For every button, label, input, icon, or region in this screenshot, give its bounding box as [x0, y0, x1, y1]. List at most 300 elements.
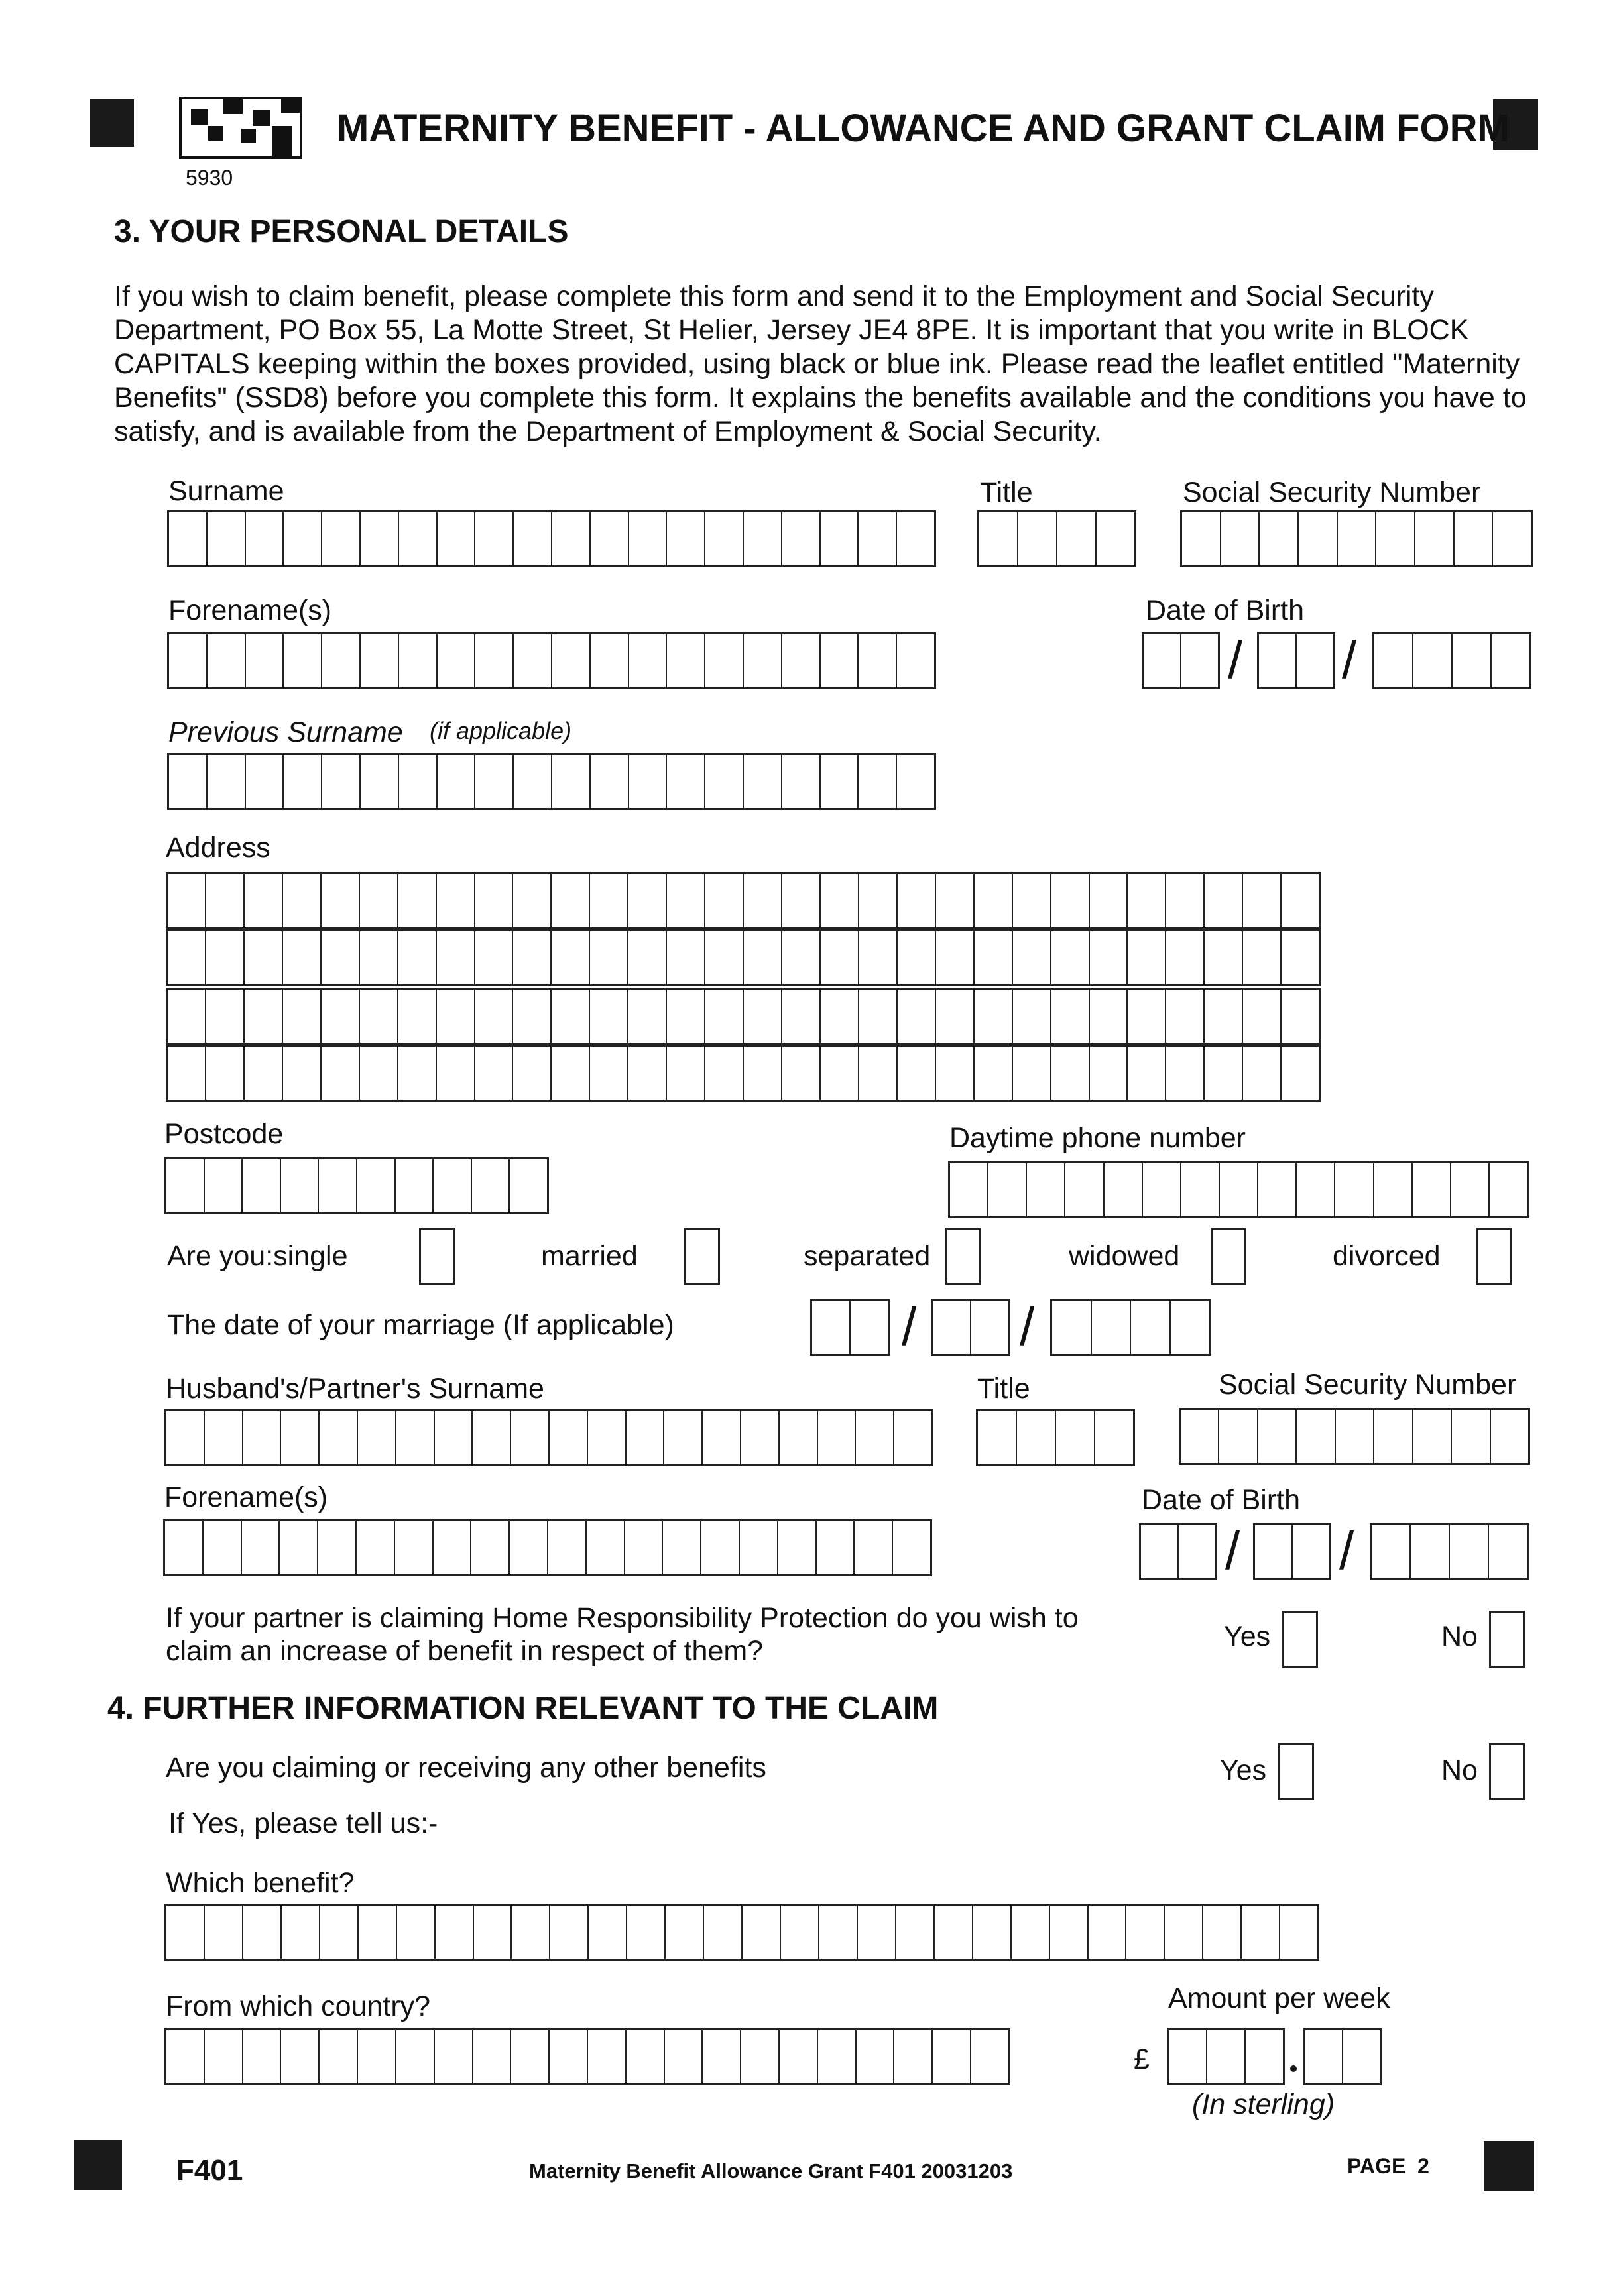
character-cell[interactable]	[1282, 1047, 1319, 1100]
character-cell[interactable]	[322, 755, 361, 808]
character-cell[interactable]	[1243, 931, 1282, 984]
character-cell[interactable]	[978, 1411, 1017, 1464]
character-cell[interactable]	[782, 931, 821, 984]
character-cell[interactable]	[1258, 1410, 1297, 1463]
character-cell[interactable]	[1491, 1410, 1528, 1463]
character-cell[interactable]	[740, 1521, 778, 1574]
character-cell[interactable]	[514, 755, 552, 808]
character-cell[interactable]	[1203, 1906, 1242, 1959]
character-cell[interactable]	[1492, 634, 1529, 687]
character-cell[interactable]	[705, 634, 744, 687]
character-cell[interactable]	[821, 1047, 859, 1100]
character-cell[interactable]	[1166, 931, 1205, 984]
character-cell[interactable]	[1179, 1525, 1215, 1578]
character-cell[interactable]	[818, 1411, 857, 1464]
character-cell[interactable]	[627, 1411, 665, 1464]
character-cell[interactable]	[1453, 634, 1492, 687]
character-cell[interactable]	[169, 755, 208, 808]
character-cell[interactable]	[513, 1047, 552, 1100]
divorced-checkbox[interactable]	[1476, 1228, 1512, 1285]
other-benefits-no-checkbox[interactable]	[1489, 1743, 1525, 1800]
character-cell[interactable]	[208, 755, 246, 808]
partner-dob-year-field[interactable]	[1370, 1523, 1529, 1580]
character-cell[interactable]	[1452, 1410, 1490, 1463]
character-cell[interactable]	[935, 1906, 973, 1959]
character-cell[interactable]	[166, 2030, 205, 2083]
character-cell[interactable]	[1299, 512, 1338, 565]
character-cell[interactable]	[1012, 1906, 1050, 1959]
character-cell[interactable]	[703, 2030, 741, 2083]
postcode-field[interactable]	[164, 1157, 549, 1214]
dob-year-field[interactable]	[1372, 632, 1531, 689]
character-cell[interactable]	[933, 1301, 971, 1354]
character-cell[interactable]	[744, 1047, 782, 1100]
character-cell[interactable]	[475, 931, 514, 984]
partner-surname-field[interactable]	[164, 1409, 933, 1466]
character-cell[interactable]	[206, 874, 245, 927]
character-cell[interactable]	[1128, 1047, 1166, 1100]
character-cell[interactable]	[857, 2030, 895, 2083]
character-cell[interactable]	[1052, 1301, 1092, 1354]
character-cell[interactable]	[246, 755, 284, 808]
character-cell[interactable]	[205, 2030, 243, 2083]
character-cell[interactable]	[778, 1521, 817, 1574]
character-cell[interactable]	[398, 1047, 437, 1100]
character-cell[interactable]	[780, 2030, 818, 2083]
character-cell[interactable]	[859, 634, 897, 687]
amount-pence-field[interactable]	[1303, 2028, 1382, 2085]
character-cell[interactable]	[1169, 2030, 1207, 2083]
character-cell[interactable]	[243, 1411, 282, 1464]
character-cell[interactable]	[1182, 512, 1221, 565]
character-cell[interactable]	[819, 1906, 858, 1959]
character-cell[interactable]	[1095, 1411, 1133, 1464]
character-cell[interactable]	[590, 990, 628, 1043]
character-cell[interactable]	[591, 512, 629, 565]
surname-field[interactable]	[167, 510, 936, 567]
character-cell[interactable]	[1144, 634, 1181, 687]
character-cell[interactable]	[1374, 1410, 1413, 1463]
character-cell[interactable]	[322, 512, 361, 565]
character-cell[interactable]	[705, 931, 744, 984]
character-cell[interactable]	[206, 990, 245, 1043]
character-cell[interactable]	[705, 874, 744, 927]
character-cell[interactable]	[284, 512, 322, 565]
character-cell[interactable]	[475, 1047, 514, 1100]
character-cell[interactable]	[1017, 1411, 1056, 1464]
character-cell[interactable]	[781, 1906, 819, 1959]
character-cell[interactable]	[898, 874, 936, 927]
character-cell[interactable]	[435, 1411, 473, 1464]
character-cell[interactable]	[319, 1159, 357, 1212]
character-cell[interactable]	[243, 1906, 282, 1959]
character-cell[interactable]	[705, 755, 744, 808]
character-cell[interactable]	[320, 2030, 358, 2083]
character-cell[interactable]	[936, 990, 975, 1043]
character-cell[interactable]	[1493, 512, 1531, 565]
character-cell[interactable]	[208, 634, 246, 687]
character-cell[interactable]	[629, 755, 668, 808]
character-cell[interactable]	[552, 755, 591, 808]
marriage-day-field[interactable]	[810, 1299, 890, 1356]
character-cell[interactable]	[1128, 931, 1166, 984]
character-cell[interactable]	[667, 1047, 705, 1100]
character-cell[interactable]	[322, 931, 360, 984]
character-cell[interactable]	[1455, 512, 1494, 565]
character-cell[interactable]	[741, 2030, 780, 2083]
amount-pounds-field[interactable]	[1167, 2028, 1285, 2085]
character-cell[interactable]	[1181, 1410, 1219, 1463]
dob-month-field[interactable]	[1257, 632, 1335, 689]
character-cell[interactable]	[1335, 1163, 1374, 1216]
character-cell[interactable]	[1490, 1163, 1527, 1216]
character-cell[interactable]	[898, 931, 936, 984]
character-cell[interactable]	[1050, 1906, 1089, 1959]
character-cell[interactable]	[552, 874, 590, 927]
previous-surname-field[interactable]	[167, 753, 936, 810]
character-cell[interactable]	[782, 874, 821, 927]
character-cell[interactable]	[589, 1906, 627, 1959]
character-cell[interactable]	[780, 1411, 818, 1464]
character-cell[interactable]	[588, 1411, 627, 1464]
character-cell[interactable]	[898, 1047, 936, 1100]
character-cell[interactable]	[1413, 634, 1453, 687]
character-cell[interactable]	[357, 1521, 395, 1574]
character-cell[interactable]	[357, 1159, 396, 1212]
character-cell[interactable]	[1051, 874, 1090, 927]
character-cell[interactable]	[744, 990, 782, 1043]
character-cell[interactable]	[245, 931, 283, 984]
character-cell[interactable]	[206, 931, 245, 984]
character-cell[interactable]	[358, 2030, 396, 2083]
character-cell[interactable]	[821, 634, 859, 687]
character-cell[interactable]	[705, 990, 744, 1043]
character-cell[interactable]	[667, 874, 705, 927]
character-cell[interactable]	[894, 1411, 931, 1464]
character-cell[interactable]	[893, 1521, 930, 1574]
character-cell[interactable]	[320, 1411, 358, 1464]
address-line-1-field[interactable]	[166, 872, 1321, 929]
character-cell[interactable]	[246, 634, 284, 687]
character-cell[interactable]	[166, 1906, 205, 1959]
character-cell[interactable]	[627, 1906, 666, 1959]
character-cell[interactable]	[1259, 634, 1297, 687]
character-cell[interactable]	[552, 990, 590, 1043]
character-cell[interactable]	[1305, 2030, 1343, 2083]
character-cell[interactable]	[1242, 1906, 1280, 1959]
character-cell[interactable]	[896, 1906, 935, 1959]
character-cell[interactable]	[360, 874, 398, 927]
character-cell[interactable]	[281, 1159, 320, 1212]
character-cell[interactable]	[859, 1047, 898, 1100]
character-cell[interactable]	[168, 931, 206, 984]
character-cell[interactable]	[667, 931, 705, 984]
character-cell[interactable]	[552, 634, 591, 687]
character-cell[interactable]	[933, 2030, 971, 2083]
character-cell[interactable]	[471, 1521, 510, 1574]
character-cell[interactable]	[782, 1047, 821, 1100]
character-cell[interactable]	[975, 990, 1013, 1043]
character-cell[interactable]	[281, 2030, 320, 2083]
character-cell[interactable]	[1293, 1525, 1329, 1578]
character-cell[interactable]	[283, 931, 322, 984]
character-cell[interactable]	[318, 1521, 357, 1574]
character-cell[interactable]	[434, 1521, 472, 1574]
character-cell[interactable]	[280, 1521, 318, 1574]
character-cell[interactable]	[550, 2030, 588, 2083]
character-cell[interactable]	[510, 1159, 547, 1212]
character-cell[interactable]	[322, 634, 361, 687]
character-cell[interactable]	[744, 874, 782, 927]
character-cell[interactable]	[667, 755, 705, 808]
character-cell[interactable]	[438, 755, 476, 808]
character-cell[interactable]	[166, 1159, 205, 1212]
character-cell[interactable]	[1413, 1163, 1451, 1216]
character-cell[interactable]	[206, 1047, 245, 1100]
character-cell[interactable]	[1374, 634, 1413, 687]
marriage-month-field[interactable]	[931, 1299, 1010, 1356]
character-cell[interactable]	[818, 2030, 857, 2083]
character-cell[interactable]	[1282, 931, 1319, 984]
character-cell[interactable]	[399, 755, 438, 808]
forenames-field[interactable]	[167, 632, 936, 689]
widowed-checkbox[interactable]	[1211, 1228, 1246, 1285]
character-cell[interactable]	[358, 1411, 396, 1464]
hrp-no-checkbox[interactable]	[1489, 1611, 1525, 1668]
character-cell[interactable]	[743, 1906, 781, 1959]
character-cell[interactable]	[283, 1047, 322, 1100]
character-cell[interactable]	[514, 634, 552, 687]
character-cell[interactable]	[1205, 874, 1243, 927]
character-cell[interactable]	[473, 2030, 512, 2083]
character-cell[interactable]	[397, 1906, 436, 1959]
character-cell[interactable]	[396, 2030, 435, 2083]
character-cell[interactable]	[1246, 2030, 1283, 2083]
character-cell[interactable]	[1243, 1047, 1282, 1100]
hrp-yes-checkbox[interactable]	[1282, 1611, 1318, 1668]
character-cell[interactable]	[1141, 1525, 1179, 1578]
partner-dob-month-field[interactable]	[1253, 1523, 1331, 1580]
character-cell[interactable]	[897, 512, 934, 565]
character-cell[interactable]	[859, 931, 898, 984]
character-cell[interactable]	[1411, 1525, 1450, 1578]
character-cell[interactable]	[282, 1906, 320, 1959]
character-cell[interactable]	[437, 990, 475, 1043]
character-cell[interactable]	[897, 755, 934, 808]
character-cell[interactable]	[472, 1159, 510, 1212]
character-cell[interactable]	[437, 1047, 475, 1100]
character-cell[interactable]	[628, 874, 667, 927]
character-cell[interactable]	[1181, 1163, 1220, 1216]
character-cell[interactable]	[513, 931, 552, 984]
character-cell[interactable]	[859, 874, 898, 927]
character-cell[interactable]	[168, 1047, 206, 1100]
character-cell[interactable]	[1372, 1525, 1411, 1578]
character-cell[interactable]	[971, 2030, 1008, 2083]
character-cell[interactable]	[361, 634, 399, 687]
character-cell[interactable]	[588, 2030, 627, 2083]
country-field[interactable]	[164, 2028, 1010, 2085]
character-cell[interactable]	[1065, 1163, 1104, 1216]
character-cell[interactable]	[1489, 1525, 1527, 1578]
character-cell[interactable]	[744, 634, 782, 687]
character-cell[interactable]	[971, 1301, 1008, 1354]
character-cell[interactable]	[1243, 874, 1282, 927]
character-cell[interactable]	[1013, 874, 1051, 927]
character-cell[interactable]	[821, 990, 859, 1043]
character-cell[interactable]	[205, 1906, 243, 1959]
character-cell[interactable]	[704, 1906, 743, 1959]
character-cell[interactable]	[1013, 931, 1051, 984]
character-cell[interactable]	[399, 634, 438, 687]
character-cell[interactable]	[511, 1411, 550, 1464]
character-cell[interactable]	[243, 1159, 281, 1212]
character-cell[interactable]	[283, 990, 322, 1043]
character-cell[interactable]	[894, 2030, 933, 2083]
character-cell[interactable]	[284, 755, 322, 808]
character-cell[interactable]	[399, 512, 438, 565]
character-cell[interactable]	[550, 1411, 588, 1464]
character-cell[interactable]	[322, 1047, 360, 1100]
character-cell[interactable]	[284, 634, 322, 687]
character-cell[interactable]	[435, 2030, 473, 2083]
character-cell[interactable]	[360, 931, 398, 984]
character-cell[interactable]	[1097, 512, 1134, 565]
character-cell[interactable]	[1013, 1047, 1051, 1100]
single-checkbox[interactable]	[419, 1228, 455, 1285]
character-cell[interactable]	[1243, 990, 1282, 1043]
character-cell[interactable]	[812, 1301, 851, 1354]
character-cell[interactable]	[817, 1521, 855, 1574]
character-cell[interactable]	[628, 931, 667, 984]
character-cell[interactable]	[475, 634, 514, 687]
address-line-3-field[interactable]	[166, 988, 1321, 1045]
character-cell[interactable]	[975, 1047, 1013, 1100]
character-cell[interactable]	[898, 990, 936, 1043]
character-cell[interactable]	[1057, 512, 1097, 565]
character-cell[interactable]	[398, 931, 437, 984]
character-cell[interactable]	[1297, 1410, 1335, 1463]
character-cell[interactable]	[1051, 931, 1090, 984]
character-cell[interactable]	[473, 1411, 511, 1464]
character-cell[interactable]	[1376, 512, 1415, 565]
character-cell[interactable]	[1255, 1525, 1293, 1578]
character-cell[interactable]	[988, 1163, 1027, 1216]
character-cell[interactable]	[1280, 1906, 1317, 1959]
dob-day-field[interactable]	[1142, 632, 1220, 689]
character-cell[interactable]	[1258, 1163, 1297, 1216]
character-cell[interactable]	[1343, 2030, 1380, 2083]
character-cell[interactable]	[242, 1521, 280, 1574]
character-cell[interactable]	[1143, 1163, 1181, 1216]
character-cell[interactable]	[1415, 512, 1455, 565]
character-cell[interactable]	[395, 1521, 434, 1574]
character-cell[interactable]	[855, 1521, 893, 1574]
character-cell[interactable]	[1205, 990, 1243, 1043]
character-cell[interactable]	[782, 634, 821, 687]
address-line-2-field[interactable]	[166, 929, 1321, 986]
character-cell[interactable]	[169, 512, 208, 565]
character-cell[interactable]	[1166, 1047, 1205, 1100]
character-cell[interactable]	[552, 931, 590, 984]
character-cell[interactable]	[856, 1411, 894, 1464]
partner-dob-day-field[interactable]	[1139, 1523, 1217, 1580]
character-cell[interactable]	[741, 1411, 780, 1464]
character-cell[interactable]	[475, 755, 514, 808]
character-cell[interactable]	[1089, 1906, 1127, 1959]
character-cell[interactable]	[245, 1047, 283, 1100]
character-cell[interactable]	[705, 1047, 744, 1100]
character-cell[interactable]	[475, 874, 514, 927]
partner-forenames-field[interactable]	[163, 1519, 932, 1576]
character-cell[interactable]	[398, 990, 437, 1043]
character-cell[interactable]	[165, 1521, 204, 1574]
character-cell[interactable]	[587, 1521, 625, 1574]
character-cell[interactable]	[975, 874, 1013, 927]
character-cell[interactable]	[396, 1411, 435, 1464]
phone-field[interactable]	[948, 1161, 1529, 1218]
character-cell[interactable]	[552, 512, 591, 565]
character-cell[interactable]	[1221, 512, 1260, 565]
character-cell[interactable]	[436, 1906, 474, 1959]
character-cell[interactable]	[973, 1906, 1012, 1959]
character-cell[interactable]	[283, 874, 322, 927]
character-cell[interactable]	[1207, 2030, 1246, 2083]
character-cell[interactable]	[1027, 1163, 1065, 1216]
character-cell[interactable]	[782, 512, 821, 565]
character-cell[interactable]	[437, 874, 475, 927]
character-cell[interactable]	[512, 1906, 550, 1959]
character-cell[interactable]	[434, 1159, 472, 1212]
character-cell[interactable]	[1105, 1163, 1143, 1216]
character-cell[interactable]	[1090, 990, 1128, 1043]
character-cell[interactable]	[936, 874, 975, 927]
character-cell[interactable]	[320, 1906, 359, 1959]
character-cell[interactable]	[859, 755, 897, 808]
character-cell[interactable]	[744, 755, 782, 808]
character-cell[interactable]	[1282, 990, 1319, 1043]
character-cell[interactable]	[1450, 1525, 1489, 1578]
character-cell[interactable]	[475, 990, 514, 1043]
character-cell[interactable]	[359, 1906, 397, 1959]
character-cell[interactable]	[1051, 1047, 1090, 1100]
character-cell[interactable]	[703, 1411, 741, 1464]
character-cell[interactable]	[550, 1906, 589, 1959]
character-cell[interactable]	[1282, 874, 1319, 927]
character-cell[interactable]	[667, 990, 705, 1043]
character-cell[interactable]	[591, 755, 629, 808]
character-cell[interactable]	[1451, 1163, 1490, 1216]
character-cell[interactable]	[744, 512, 782, 565]
character-cell[interactable]	[398, 874, 437, 927]
character-cell[interactable]	[1018, 512, 1057, 565]
title-field[interactable]	[977, 510, 1136, 567]
character-cell[interactable]	[437, 931, 475, 984]
character-cell[interactable]	[513, 990, 552, 1043]
character-cell[interactable]	[858, 1906, 896, 1959]
character-cell[interactable]	[590, 874, 628, 927]
character-cell[interactable]	[168, 874, 206, 927]
character-cell[interactable]	[246, 512, 284, 565]
partner-ssn-field[interactable]	[1179, 1408, 1530, 1465]
character-cell[interactable]	[1090, 1047, 1128, 1100]
character-cell[interactable]	[1051, 990, 1090, 1043]
character-cell[interactable]	[1205, 1047, 1243, 1100]
character-cell[interactable]	[979, 512, 1018, 565]
character-cell[interactable]	[205, 1411, 243, 1464]
character-cell[interactable]	[936, 931, 975, 984]
character-cell[interactable]	[664, 1411, 703, 1464]
